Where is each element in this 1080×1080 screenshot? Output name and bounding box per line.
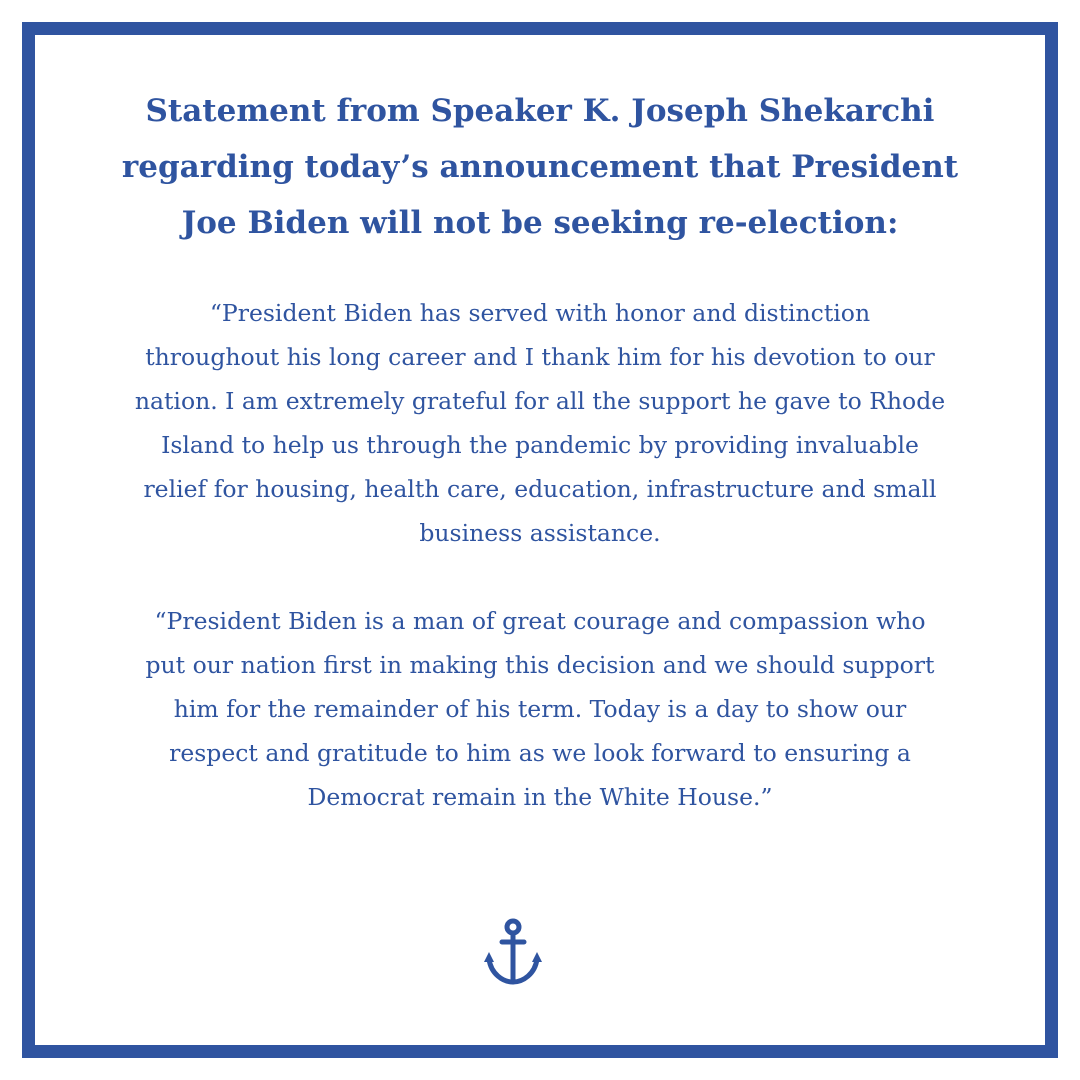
body-line: him for the remainder of his term. Today is a day to show our [173,695,907,723]
body-line: Island to help us through the pandemic by providing invaluable [161,431,919,459]
quote-paragraph-1 [65,291,1015,555]
anchor-icon [483,918,543,988]
body-line: respect and gratitude to him as we look forward to ensuring a [169,739,911,767]
body-line: Democrat remain in the White House.” [307,783,773,811]
body-line: nation. I am extremely grateful for all the support he gave to Rhode [134,387,946,415]
title-line: Joe Biden will not be seeking re-election: [181,205,899,241]
title-line: regarding today’s announcement that President [121,149,959,185]
statement-body [35,291,1045,819]
title-line: Statement from Speaker K. Joseph Shekarchi [145,93,935,129]
statement-card [22,22,1058,1058]
statement-title [35,83,1045,251]
body-line: business assistance. [419,519,661,547]
quote-paragraph-2 [65,599,1015,819]
body-line: “President Biden has served with honor and distinction [209,299,871,327]
body-line: put our nation first in making this decision and we should support [145,651,935,679]
body-line: “President Biden is a man of great courage and compassion who [154,607,926,635]
body-line: throughout his long career and I thank him for his devotion to our [145,343,935,371]
body-line: relief for housing, health care, education, infrastructure and small [143,475,937,503]
